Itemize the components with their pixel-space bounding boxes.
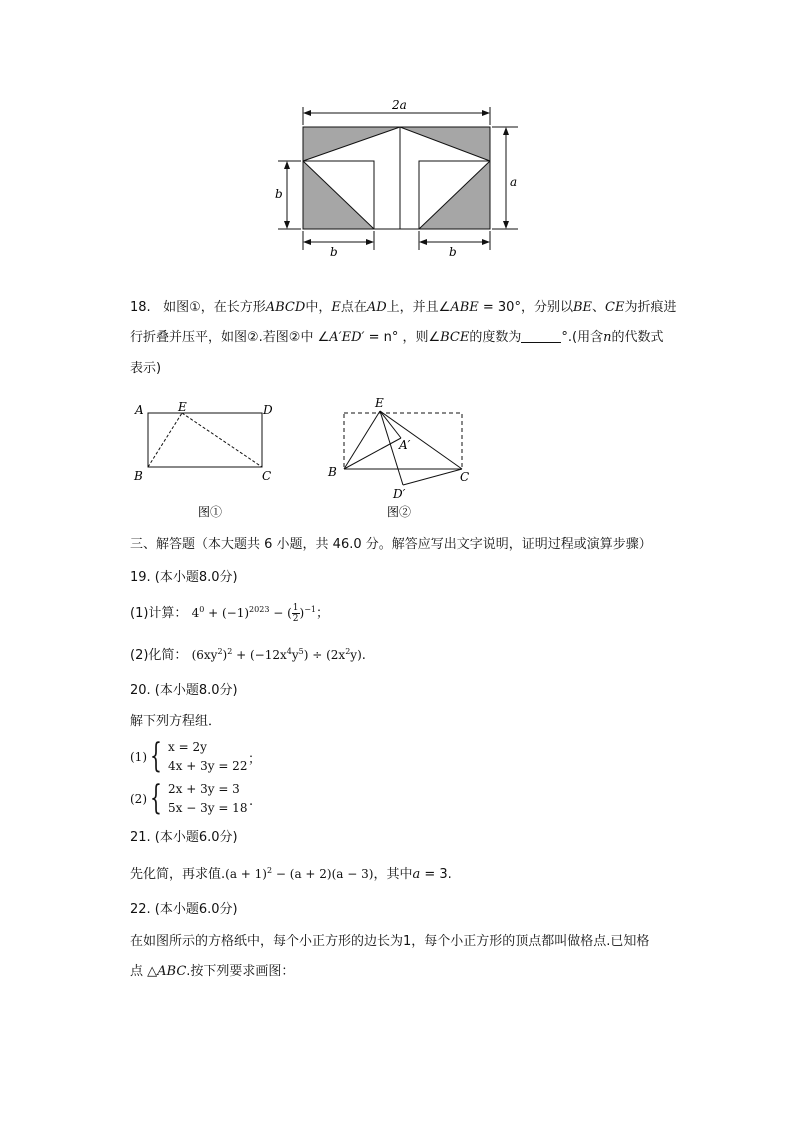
fig1-label-B: B: [134, 469, 143, 483]
fig1-caption: 图①: [198, 505, 223, 519]
q19-part-1: (1)计算： $4^0 + (-1)^{2023}$ − ( $\frac{1}{2}$ )$^{-1}$；: [130, 603, 330, 624]
figure-2-folded: [322, 392, 482, 522]
fig2-label-D-prime: D′: [393, 487, 406, 501]
q20-header: 20. (本小题8.0分): [130, 683, 238, 698]
fig2-caption: 图②: [387, 505, 412, 519]
label-b-bottom-right: b: [449, 245, 457, 259]
folding-rectangle-figure: [268, 96, 528, 266]
q20-system-1: (1) { x = 2y 4x + 3y = 22 ；: [130, 736, 262, 776]
shaded-top-strip: [303, 127, 490, 161]
q19-header: 19. (本小题8.0分): [130, 570, 238, 585]
q19-part-2: (2)化简： $(6xy^2)^2 + (-12x^4y^5) \div (2x^2y)$.: [130, 647, 366, 663]
fig1-label-E: E: [178, 400, 187, 414]
q22-line-1: 在如图所示的方格纸中，每个小正方形的边长为1，每个小正方形的顶点都叫做格点.已知格: [130, 934, 650, 949]
fig1-label-D: D: [263, 403, 273, 417]
fig2-label-B: B: [328, 465, 337, 479]
label-2a: 2a: [392, 98, 407, 112]
label-a: a: [510, 175, 518, 189]
figure-1-rectangle: [128, 396, 288, 521]
q18-line-3: 表示): [130, 361, 162, 376]
q21-text: 先化简，再求值$.(a + 1)^2 - (a + 2)(a - 3)$，其中a = 3.: [130, 866, 452, 882]
fig1-label-A: A: [135, 403, 144, 417]
q22-header: 22. (本小题6.0分): [130, 902, 238, 917]
section-3-heading: 三、解答题（本大题共 6 小题，共 46.0 分。解答应写出文字说明，证明过程或演算步骤）: [130, 537, 652, 552]
answer-blank[interactable]: [521, 328, 561, 343]
q20-intro: 解下列方程组．: [130, 714, 222, 729]
fig2-label-A-prime: A′: [399, 438, 411, 452]
label-b-left: b: [275, 187, 283, 201]
q18-line-2: 行折叠并压平，如图②.若图②中 ∠A′ED′ = n° ，则∠BCE的度数为 °.(用含n的代数式: [130, 330, 664, 345]
fig1-label-C: C: [262, 469, 272, 483]
q18-line-1: 18. 如图①，在长方形ABCD中，E点在AD上，并且∠ABE = 30°，分别以BE、CE为折痕进: [130, 300, 677, 315]
fig2-label-C: C: [460, 470, 470, 484]
fig2-label-E: E: [375, 396, 384, 410]
q18-number: 18.: [130, 300, 151, 315]
q22-line-2: 点 △ABC.按下列要求画图：: [130, 964, 295, 979]
q21-header: 21. (本小题6.0分): [130, 830, 238, 845]
q20-system-2: (2) { 2x + 3y = 3 5x − 3y = 18 .: [130, 778, 254, 818]
fraction-one-half: $\frac{1}{2}$: [292, 603, 299, 624]
label-b-bottom-left: b: [330, 245, 338, 259]
